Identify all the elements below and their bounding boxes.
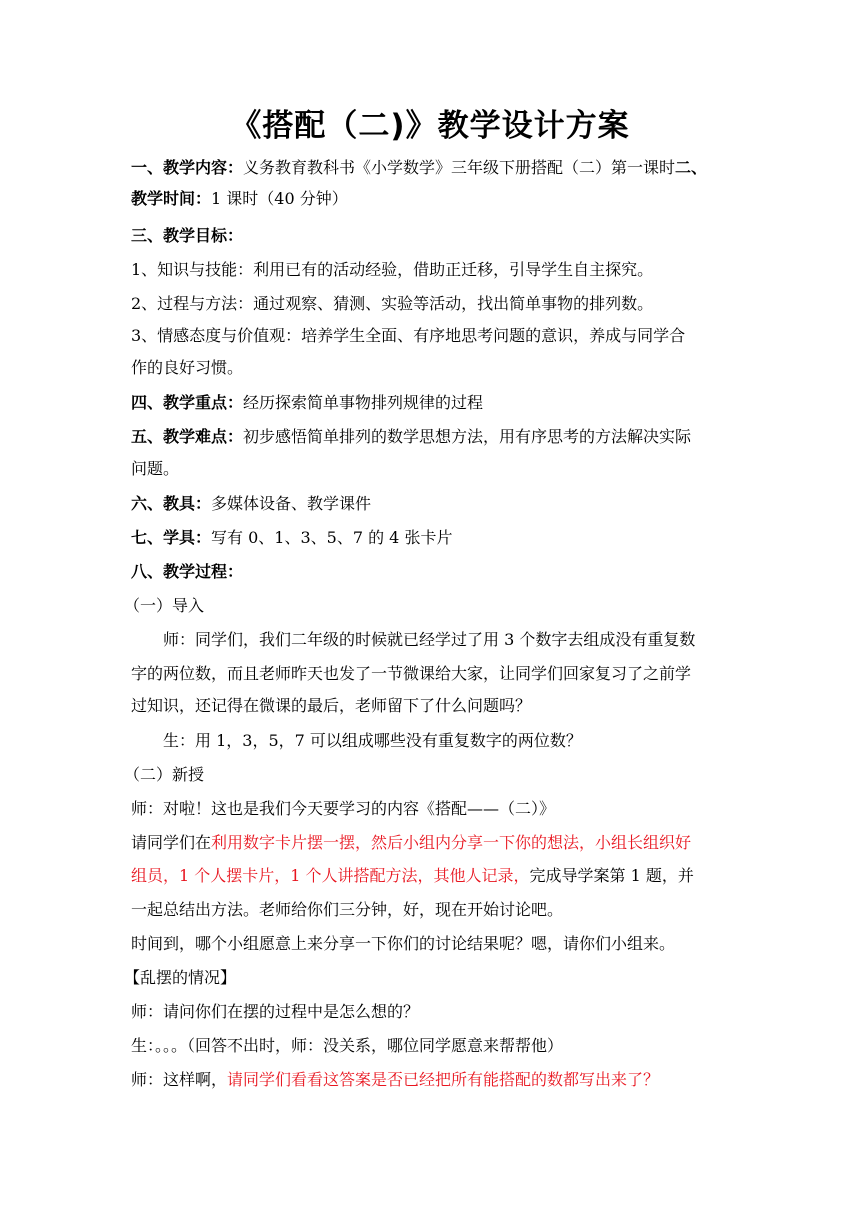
section-label: 教学时间： (131, 189, 212, 208)
section-label: 四、教学重点： (131, 393, 244, 412)
section-teaching-aids (131, 494, 731, 514)
section-difficulty-cont: 问题。 (131, 459, 180, 478)
goal-attitude: 3、情感态度与价值观：培养学生全面、有序地思考问题的意识，养成与同学合 (131, 326, 686, 345)
section-key-point (131, 393, 731, 413)
paragraph-line: 师：同学们，我们二年级的时候就已经学过了用 3 个数字去组成没有重复数 (163, 630, 696, 649)
paragraph-line: 时间到，哪个小组愿意上来分享一下你们的讨论结果呢？嗯，请你们小组来。 (131, 934, 676, 953)
text-run: 师：这样啊， (131, 1070, 228, 1089)
paragraph-line (131, 833, 731, 853)
section-text: 初步感悟简单排列的数学思想方法，用有序思考的方法解决实际 (243, 427, 692, 446)
paragraph-line: 字的两位数，而且老师昨天也发了一节微课给大家，让同学们回家复习了之前学 (131, 664, 692, 683)
section-label: 七、学具： (131, 528, 212, 547)
section-text: 1 课时（40 分钟） (211, 189, 348, 208)
section-learning-aids (131, 528, 731, 548)
paragraph-line: 过知识，还记得在微课的最后，老师留下了什么问题吗？ (131, 696, 532, 715)
goal-knowledge: 1、知识与技能：利用已有的活动经验，借助正迁移，引导学生自主探究。 (131, 260, 654, 279)
section-label: 五、教学难点： (131, 427, 244, 446)
goal-process: 2、过程与方法：通过观察、猜测、实验等活动，找出简单事物的排列数。 (131, 294, 654, 313)
section-text: 义务教育教科书《小学数学》三年级下册搭配（二）第一课时 (243, 158, 676, 177)
paragraph-line: 师：请问你们在摆的过程中是怎么想的？ (131, 1002, 420, 1021)
paragraph-line: 师：对啦！这也是我们今天要学习的内容《搭配——（二）》 (131, 799, 556, 818)
section-process-heading: 八、教学过程： (131, 562, 244, 581)
paragraph-line (131, 866, 731, 886)
section-difficulty (131, 427, 731, 447)
subsection-new-lesson-heading: （二）新授 (124, 765, 205, 784)
highlighted-text: 组员，1 个人摆卡片，1 个人讲搭配方法，其他人记录， (131, 866, 530, 885)
bracket-heading: 【乱摆的情况】 (124, 968, 237, 987)
highlighted-text: 请同学们看看这答案是否已经把所有能搭配的数都写出来了？ (227, 1070, 660, 1089)
section-text: 经历探索简单事物排列规律的过程 (243, 393, 484, 412)
paragraph-line: 生：用 1，3，5，7 可以组成哪些没有重复数字的两位数？ (163, 731, 582, 750)
paragraph-line (131, 1070, 731, 1090)
section-teaching-content (131, 158, 731, 178)
page-title: 《搭配（二)》教学设计方案 (230, 108, 630, 144)
text-run: 完成导学案第 1 题，并 (529, 866, 694, 885)
text-run: 请同学们在 (131, 833, 212, 852)
section-teaching-goals-heading: 三、教学目标： (131, 226, 244, 245)
highlighted-text: 利用数字卡片摆一摆，然后小组内分享一下你的想法，小组长组织好 (211, 833, 692, 852)
section-text: 多媒体设备、教学课件 (211, 494, 372, 513)
section-label: 二、 (675, 158, 708, 177)
section-teaching-time (131, 189, 731, 209)
paragraph-line: 一起总结出方法。老师给你们三分钟，好，现在开始讨论吧。 (131, 900, 564, 919)
section-label: 六、教具： (131, 494, 212, 513)
subsection-intro-heading: （一）导入 (124, 596, 205, 615)
goal-attitude-cont: 作的良好习惯。 (131, 358, 244, 377)
section-text: 写有 0、1、3、5、7 的 4 张卡片 (211, 528, 453, 547)
paragraph-line: 生：。。。（回答不出时，师：没关系，哪位同学愿意来帮帮他） (131, 1036, 564, 1055)
section-label: 一、教学内容： (131, 158, 244, 177)
